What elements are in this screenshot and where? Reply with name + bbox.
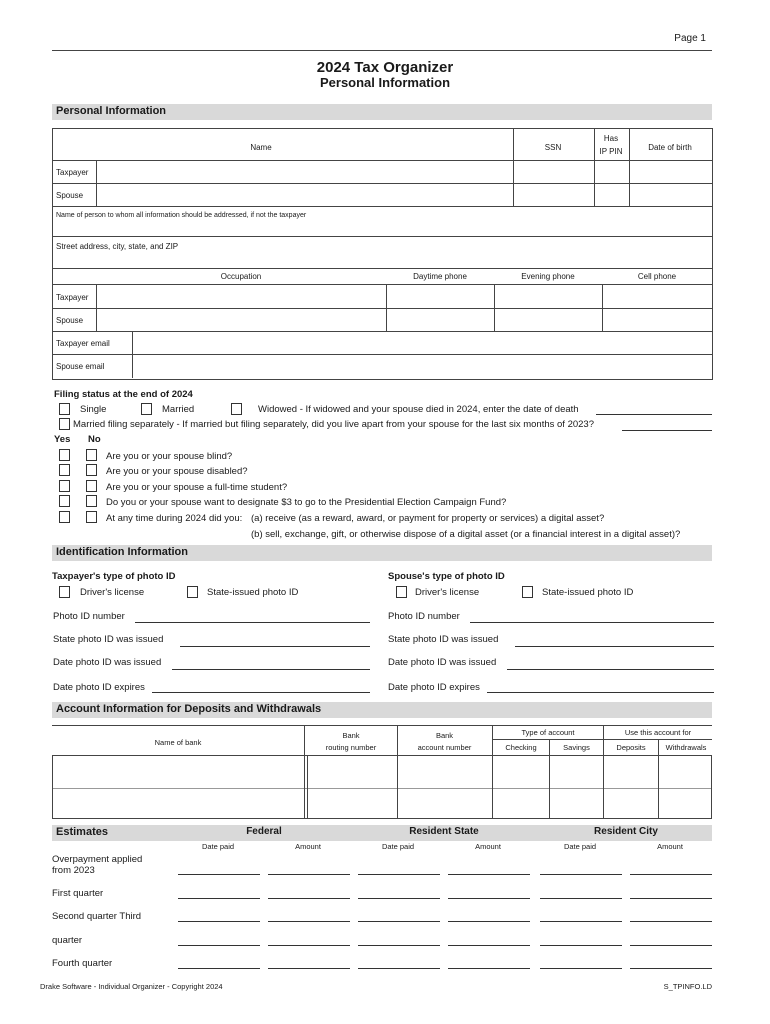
q3-yes-checkbox[interactable] (59, 480, 70, 492)
est-city-date-line-2[interactable] (540, 898, 622, 899)
account-title: Account Information for Deposits and Withdrawals (56, 703, 322, 715)
footer-right: S_TPINFO.LD (663, 982, 712, 991)
taxpayer-dob-field[interactable] (630, 161, 710, 182)
mfs-checkbox[interactable] (59, 418, 70, 430)
spouse-photo-id-number-line[interactable] (470, 622, 714, 623)
est-federal-date-line-1[interactable] (178, 874, 260, 875)
widowed-label: Widowed - If widowed and your spouse died in 2024, enter the date of death (258, 404, 579, 415)
q2-no-checkbox[interactable] (86, 464, 97, 476)
col-checking: Checking (505, 743, 537, 752)
taxpayer-drivers-label: Driver's license (80, 587, 145, 598)
single-checkbox[interactable] (59, 403, 70, 415)
q4-no-checkbox[interactable] (86, 495, 97, 507)
col-account-1: Bank (435, 731, 454, 740)
footer-left: Drake Software - Individual Organizer - Copyright 2024 (40, 982, 223, 991)
spouse-email-field[interactable] (133, 355, 710, 376)
col-deposits: Deposits (616, 743, 646, 752)
spouse-email-label: Spouse email (56, 362, 105, 371)
col-evening: Evening phone (521, 272, 575, 281)
col-routing-1: Bank (342, 731, 360, 740)
yes-label: Yes (54, 434, 71, 445)
col-dob: Date of birth (648, 143, 692, 152)
est-city-amount-line-5[interactable] (630, 968, 712, 969)
spouse-ssn-field[interactable] (514, 184, 593, 205)
federal-heading: Federal (246, 826, 282, 837)
col-occupation: Occupation (220, 272, 262, 281)
col-cell: Cell phone (637, 272, 677, 281)
spouse-state-id-checkbox[interactable] (522, 586, 533, 598)
spouse-photo-id-heading: Spouse's type of photo ID (388, 571, 505, 582)
q5-yes-checkbox[interactable] (59, 511, 70, 523)
col-ippin: IP PIN (599, 147, 623, 156)
taxpayer-state-issued-line[interactable] (180, 646, 370, 647)
spouse-dob-field[interactable] (630, 184, 710, 205)
col-type-of-account: Type of account (521, 728, 575, 737)
est-federal-amount-line-4[interactable] (268, 945, 350, 946)
est-federal-date-line-3[interactable] (178, 921, 260, 922)
est-row-third: quarter (52, 935, 83, 946)
col-account-2: account number (417, 743, 472, 752)
personal-info-bar (52, 104, 712, 120)
est-row-second: Second quarter Third (52, 911, 142, 922)
widowed-checkbox[interactable] (231, 403, 242, 415)
est-federal-amount-line-5[interactable] (268, 968, 350, 969)
est-city-amount-line-2[interactable] (630, 898, 712, 899)
spouse-photo-id-number-label: Photo ID number (388, 611, 460, 622)
taxpayer-photo-id-number-line[interactable] (135, 622, 370, 623)
taxpayer-photo-id-heading: Taxpayer's type of photo ID (52, 571, 176, 582)
col-daytime: Daytime phone (413, 272, 467, 281)
q1-label: Are you or your spouse blind? (106, 451, 233, 462)
est-city-date-line-3[interactable] (540, 921, 622, 922)
row-spouse-label: Spouse (56, 191, 84, 200)
q4-yes-checkbox[interactable] (59, 495, 70, 507)
single-label: Single (80, 404, 107, 415)
col-name-of-bank: Name of bank (154, 738, 202, 747)
q4-label: Do you or your spouse want to designate $3 to go to the Presidential Election Campaign Fund? (106, 497, 507, 508)
row2-taxpayer-label: Taxpayer (56, 293, 89, 302)
est-city-amount-line-3[interactable] (630, 921, 712, 922)
spouse-drivers-checkbox[interactable] (396, 586, 407, 598)
digital-b-label: (b) sell, exchange, gift, or otherwise dispose of a digital asset (or a financial interest in a digital asset)? (251, 529, 681, 540)
est-state-date-line-3[interactable] (358, 921, 440, 922)
city-amount: Amount (657, 842, 683, 851)
taxpayer-name-field[interactable] (97, 161, 512, 182)
est-city-amount-line-1[interactable] (630, 874, 712, 875)
taxpayer-state-issued-label: State photo ID was issued (53, 634, 164, 645)
est-state-amount-line-1[interactable] (448, 874, 530, 875)
taxpayer-photo-id-number-label: Photo ID number (53, 611, 125, 622)
taxpayer-drivers-checkbox[interactable] (59, 586, 70, 598)
header-rule (52, 50, 712, 51)
federal-date-paid: Date paid (201, 842, 235, 851)
est-state-amount-line-5[interactable] (448, 968, 530, 969)
federal-amount: Amount (295, 842, 321, 851)
est-state-date-line-4[interactable] (358, 945, 440, 946)
resident-city-heading: Resident City (594, 826, 658, 837)
page-subtitle: Personal Information (319, 75, 451, 90)
est-state-date-line-2[interactable] (358, 898, 440, 899)
q1-yes-checkbox[interactable] (59, 449, 70, 461)
q5-label: At any time during 2024 did you: (106, 513, 243, 524)
state-date-paid: Date paid (381, 842, 415, 851)
row-taxpayer-label: Taxpayer (56, 168, 89, 177)
filing-status-heading: Filing status at the end of 2024 (54, 389, 193, 400)
est-city-date-line-5[interactable] (540, 968, 622, 969)
no-label: No (88, 434, 101, 445)
taxpayer-date-expires-line[interactable] (152, 692, 370, 693)
spouse-date-expires-line[interactable] (487, 692, 714, 693)
row2-spouse-label: Spouse (56, 316, 84, 325)
identification-title: Identification Information (56, 546, 188, 558)
est-state-amount-line-3[interactable] (448, 921, 530, 922)
spouse-drivers-label: Driver's license (415, 587, 480, 598)
col-ssn: SSN (544, 143, 562, 152)
col-use-for: Use this account for (624, 728, 692, 737)
est-row-fourth: Fourth quarter (52, 958, 113, 969)
spouse-state-issued-line[interactable] (515, 646, 714, 647)
est-federal-amount-line-2[interactable] (268, 898, 350, 899)
est-federal-amount-line-3[interactable] (268, 921, 350, 922)
date-of-death-line[interactable] (596, 414, 712, 415)
q3-label: Are you or your spouse a full-time student? (106, 482, 288, 493)
q1-no-checkbox[interactable] (86, 449, 97, 461)
est-state-amount-line-4[interactable] (448, 945, 530, 946)
est-state-amount-line-2[interactable] (448, 898, 530, 899)
est-city-date-line-4[interactable] (540, 945, 622, 946)
spouse-state-id-label: State-issued photo ID (542, 587, 634, 598)
city-date-paid: Date paid (563, 842, 597, 851)
personal-info-title: Personal Information (56, 105, 167, 117)
col-withdrawals: Withdrawals (665, 743, 707, 752)
resident-state-heading: Resident State (409, 826, 479, 837)
q3-no-checkbox[interactable] (86, 480, 97, 492)
est-row-overpayment: Overpayment applied from 2023 (52, 854, 143, 876)
spouse-name-field[interactable] (97, 184, 512, 205)
spouse-date-issued-label: Date photo ID was issued (388, 657, 497, 668)
taxpayer-email-label: Taxpayer email (56, 339, 110, 348)
col-has: Has (603, 134, 619, 143)
identification-bar (52, 545, 712, 561)
estimates-title: Estimates (56, 826, 108, 838)
est-federal-date-line-5[interactable] (178, 968, 260, 969)
est-city-date-line-1[interactable] (540, 874, 622, 875)
page-number: Page 1 (674, 33, 706, 44)
q2-label: Are you or your spouse disabled? (106, 466, 248, 477)
spouse-state-issued-label: State photo ID was issued (388, 634, 499, 645)
mfs-label: Married filing separately - If married but filing separately, did you live apart from your spouse for the last six months of 2023? (73, 419, 594, 430)
col-routing-2: routing number (325, 743, 377, 752)
est-state-date-line-5[interactable] (358, 968, 440, 969)
taxpayer-state-id-label: State-issued photo ID (207, 587, 299, 598)
state-amount: Amount (475, 842, 501, 851)
taxpayer-date-expires-label: Date photo ID expires (53, 682, 145, 693)
est-row-first: First quarter (52, 888, 104, 899)
est-federal-date-line-2[interactable] (178, 898, 260, 899)
street-label: Street address, city, state, and ZIP (56, 242, 179, 251)
est-federal-amount-line-1[interactable] (268, 874, 350, 875)
taxpayer-state-id-checkbox[interactable] (187, 586, 198, 598)
col-name: Name (250, 143, 272, 152)
col-savings: Savings (563, 743, 590, 752)
married-label: Married (162, 404, 195, 415)
taxpayer-email-field[interactable] (133, 332, 710, 353)
est-state-date-line-1[interactable] (358, 874, 440, 875)
est-federal-date-line-4[interactable] (178, 945, 260, 946)
spouse-date-expires-label: Date photo ID expires (388, 682, 480, 693)
q5-no-checkbox[interactable] (86, 511, 97, 523)
page-title: 2024 Tax Organizer (316, 59, 454, 76)
est-city-amount-line-4[interactable] (630, 945, 712, 946)
account-bar (52, 702, 712, 718)
mfs-answer-line[interactable] (622, 430, 712, 431)
taxpayer-date-issued-label: Date photo ID was issued (53, 657, 162, 668)
digital-a-label: (a) receive (as a reward, award, or payment for property or services) a digital asset? (251, 513, 605, 524)
taxpayer-ssn-field[interactable] (514, 161, 593, 182)
spouse-date-issued-line[interactable] (507, 669, 714, 670)
taxpayer-date-issued-line[interactable] (172, 669, 370, 670)
addressed-to-label: Name of person to whom all information should be addressed, if not the taxpayer (56, 212, 307, 219)
q2-yes-checkbox[interactable] (59, 464, 70, 476)
married-checkbox[interactable] (141, 403, 152, 415)
